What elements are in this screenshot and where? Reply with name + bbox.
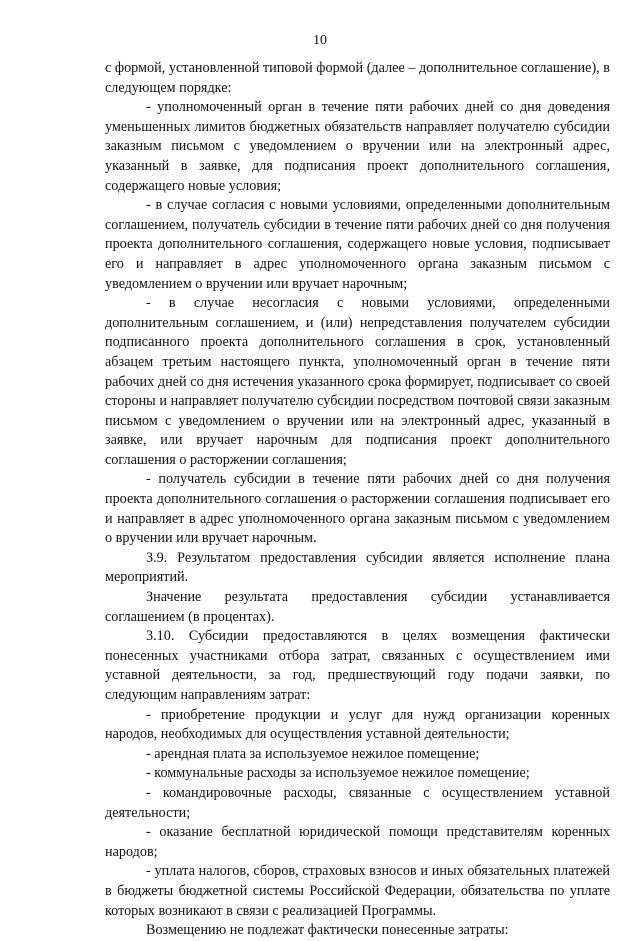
paragraph-clause-3-10: 3.10. Субсидии предоставляются в целях возмещения фактически понесенных участниками отбора затрат, связанных с осуществлением ими уставной деятельности, за год, предшествующий году подачи заявки, по следующим направлениям затрат:	[105, 628, 610, 703]
paragraph-cost-rent: - арендная плата за используемое нежилое помещение;	[146, 745, 480, 762]
paragraph-cost-products: - приобретение продукции и услуг для нужд организации коренных народов, необходимых для осуществления уставной деятельности;	[105, 706, 610, 743]
paragraph-result-value: Значение результата предоставления субсидии устанавливается соглашением (в процентах).	[105, 589, 610, 625]
paragraph-item-reduced-limits: - уполномоченный орган в течение пяти рабочих дней со дня доведения уменьшенных лимитов бюджетных обязательств направляет получателю субсидии заказным письмом с уведомлением о вручении или на электронный адрес, указанный в заявке, для подписания проект дополнительного соглашения, содержащего новые условия;	[105, 99, 610, 194]
paragraph-item-termination: - получатель субсидии в течение пяти рабочих дней со дня получения проекта дополнительного соглашения о расторжении соглашения подписывает его и направляет в адрес уполномоченного органа заказным письмом с уведомлением о вручении или вручает нарочным.	[105, 471, 610, 547]
paragraph-cost-utilities: - коммунальные расходы за используемое нежилое помещение;	[146, 765, 530, 782]
paragraph-cost-legal-aid: - оказание бесплатной юридической помощи представителям коренных народов;	[105, 824, 610, 860]
paragraph-non-reimbursable: Возмещению не подлежат фактически понесенные затраты:	[146, 922, 509, 939]
paragraph-item-agreement: - в случае согласия с новыми условиями, определенными дополнительным соглашением, получатель субсидии в течение пяти рабочих дней со дня получения проекта дополнительного соглашения, содержащего новые условия, подписывает его и направляет в адрес уполномоченного органа заказным письмом с уведомлением о вручении или вручает нарочным;	[105, 197, 610, 292]
paragraph-item-disagreement: - в случае несогласия с новыми условиями, определенными дополнительным соглашением, и (или) непредставления получателем субсидии подписанного проекта дополнительного соглашения в срок, установленный абзацем третьим настоящего пункта, уполномоченный орган в течение пяти рабочих дней со дня истечения указанного срока формирует, подписывает со своей стороны и направляет получателю субсидии посредством почтовой связи заказным письмом с уведомлением о вручении или на электронный адрес, указанный в заявке, или вручает нарочным для подписания проект дополнительного соглашения о расторжении соглашения;	[105, 295, 610, 468]
paragraph-cost-taxes: - уплата налогов, сборов, страховых взносов и иных обязательных платежей в бюджеты бюджетной системы Российской Федерации, обязательства по уплате которых возникают в связи с реализацией Программы.	[105, 863, 610, 919]
paragraph-cost-travel: - командировочные расходы, связанные с осуществлением уставной деятельности;	[105, 784, 610, 821]
paragraph-clause-3-9: 3.9. Результатом предоставления субсидии является исполнение плана мероприятий.	[105, 549, 610, 586]
page-number: 10	[313, 33, 327, 48]
paragraph-continuation: с формой, установленной типовой формой (далее – дополнительное соглашение), в следующем порядке:	[105, 60, 610, 96]
document-body	[105, 59, 610, 941]
